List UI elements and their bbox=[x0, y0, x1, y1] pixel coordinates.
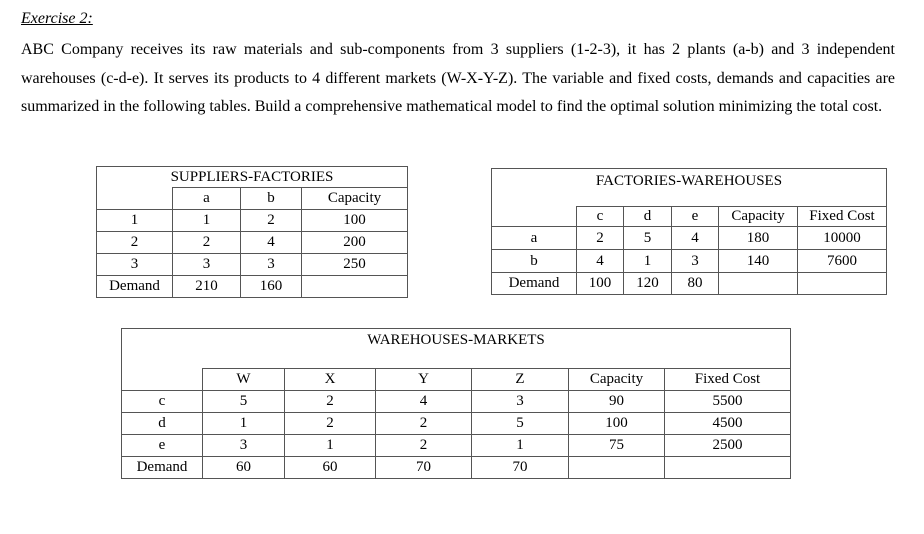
table-row bbox=[97, 232, 408, 254]
table-cell: 5 bbox=[203, 391, 285, 413]
table-cell: 90 bbox=[569, 391, 665, 413]
exercise-paragraph: ABC Company receives its raw materials and sub-components from 3 suppliers (1-2-3), it has 2 plants (a-b) and 3 independent warehouses (c-d-e). It serves its products to 4 different markets (W-X-Y-Z). The variable and fixed costs, demands and capacities are summarized in the following tables. Build a comprehensive mathematical model to find the optimal solution minimizing the total cost. bbox=[21, 41, 895, 115]
table-cell: 3 bbox=[173, 254, 241, 276]
column-header: Capacity bbox=[569, 369, 665, 391]
table-cell: 3 bbox=[241, 254, 302, 276]
column-header: Y bbox=[376, 369, 472, 391]
demand-row bbox=[97, 276, 408, 298]
table-row bbox=[97, 210, 408, 232]
table-cell: 210 bbox=[173, 276, 241, 298]
table-cell: 80 bbox=[672, 273, 719, 295]
table-cell: 70 bbox=[472, 457, 569, 479]
table-cell: 160 bbox=[241, 276, 302, 298]
table-cell: 2 bbox=[577, 227, 624, 250]
column-header: X bbox=[285, 369, 376, 391]
table-cell: 120 bbox=[624, 273, 672, 295]
table-cell: 100 bbox=[577, 273, 624, 295]
table-cell bbox=[719, 273, 798, 295]
row-label: e bbox=[122, 435, 203, 457]
corner-cell bbox=[492, 207, 577, 227]
exercise-heading: Exercise 2: bbox=[21, 10, 93, 27]
column-header: c bbox=[577, 207, 624, 227]
table-cell: 5500 bbox=[665, 391, 791, 413]
row-label: b bbox=[492, 250, 577, 273]
table-row bbox=[122, 435, 791, 457]
table-cell: 100 bbox=[302, 210, 408, 232]
column-header: Capacity bbox=[302, 188, 408, 210]
column-header: e bbox=[672, 207, 719, 227]
table-cell: 10000 bbox=[798, 227, 887, 250]
table-cell: 60 bbox=[203, 457, 285, 479]
table-cell: 2 bbox=[285, 413, 376, 435]
row-label: d bbox=[122, 413, 203, 435]
column-header: Fixed Cost bbox=[798, 207, 887, 227]
table-cell: 2500 bbox=[665, 435, 791, 457]
table-cell: 4 bbox=[577, 250, 624, 273]
suppliers-factories-table bbox=[96, 166, 408, 298]
table-cell: 4 bbox=[241, 232, 302, 254]
table-cell: 4500 bbox=[665, 413, 791, 435]
column-header: Capacity bbox=[719, 207, 798, 227]
table-title: SUPPLIERS-FACTORIES bbox=[97, 167, 408, 188]
column-header: Z bbox=[472, 369, 569, 391]
table-title: WAREHOUSES-MARKETS bbox=[122, 329, 791, 369]
table-cell: 5 bbox=[472, 413, 569, 435]
table-cell: 1 bbox=[203, 413, 285, 435]
factories-warehouses-table bbox=[491, 168, 887, 295]
table-cell: 4 bbox=[376, 391, 472, 413]
row-label: 2 bbox=[97, 232, 173, 254]
demand-row bbox=[122, 457, 791, 479]
table-row bbox=[492, 250, 887, 273]
row-label: Demand bbox=[97, 276, 173, 298]
table-cell bbox=[569, 457, 665, 479]
table-cell: 2 bbox=[376, 435, 472, 457]
table-title: FACTORIES-WAREHOUSES bbox=[492, 169, 887, 207]
table-cell: 75 bbox=[569, 435, 665, 457]
table-cell: 70 bbox=[376, 457, 472, 479]
table-cell bbox=[798, 273, 887, 295]
table-cell: 7600 bbox=[798, 250, 887, 273]
table-row bbox=[122, 391, 791, 413]
row-label: 3 bbox=[97, 254, 173, 276]
column-header: Fixed Cost bbox=[665, 369, 791, 391]
row-label: Demand bbox=[122, 457, 203, 479]
column-header: b bbox=[241, 188, 302, 210]
table-cell bbox=[302, 276, 408, 298]
warehouses-markets-table bbox=[121, 328, 791, 479]
row-label: Demand bbox=[492, 273, 577, 295]
table-cell: 5 bbox=[624, 227, 672, 250]
table-cell bbox=[665, 457, 791, 479]
table-cell: 180 bbox=[719, 227, 798, 250]
table-cell: 3 bbox=[472, 391, 569, 413]
table-row bbox=[492, 227, 887, 250]
table-cell: 3 bbox=[203, 435, 285, 457]
corner-cell bbox=[122, 369, 203, 391]
table-cell: 100 bbox=[569, 413, 665, 435]
row-label: 1 bbox=[97, 210, 173, 232]
table-cell: 1 bbox=[624, 250, 672, 273]
table-cell: 3 bbox=[672, 250, 719, 273]
table-cell: 140 bbox=[719, 250, 798, 273]
table-cell: 1 bbox=[472, 435, 569, 457]
table-cell: 2 bbox=[173, 232, 241, 254]
table-row bbox=[122, 413, 791, 435]
table-cell: 1 bbox=[285, 435, 376, 457]
table-cell: 60 bbox=[285, 457, 376, 479]
table-cell: 4 bbox=[672, 227, 719, 250]
table-cell: 2 bbox=[285, 391, 376, 413]
column-header: W bbox=[203, 369, 285, 391]
row-label: c bbox=[122, 391, 203, 413]
demand-row bbox=[492, 273, 887, 295]
table-cell: 200 bbox=[302, 232, 408, 254]
table-cell: 1 bbox=[173, 210, 241, 232]
exercise-description bbox=[21, 36, 895, 122]
table-cell: 2 bbox=[376, 413, 472, 435]
table-cell: 250 bbox=[302, 254, 408, 276]
column-header: d bbox=[624, 207, 672, 227]
row-label: a bbox=[492, 227, 577, 250]
column-header: a bbox=[173, 188, 241, 210]
table-row bbox=[97, 254, 408, 276]
corner-cell bbox=[97, 188, 173, 210]
table-cell: 2 bbox=[241, 210, 302, 232]
